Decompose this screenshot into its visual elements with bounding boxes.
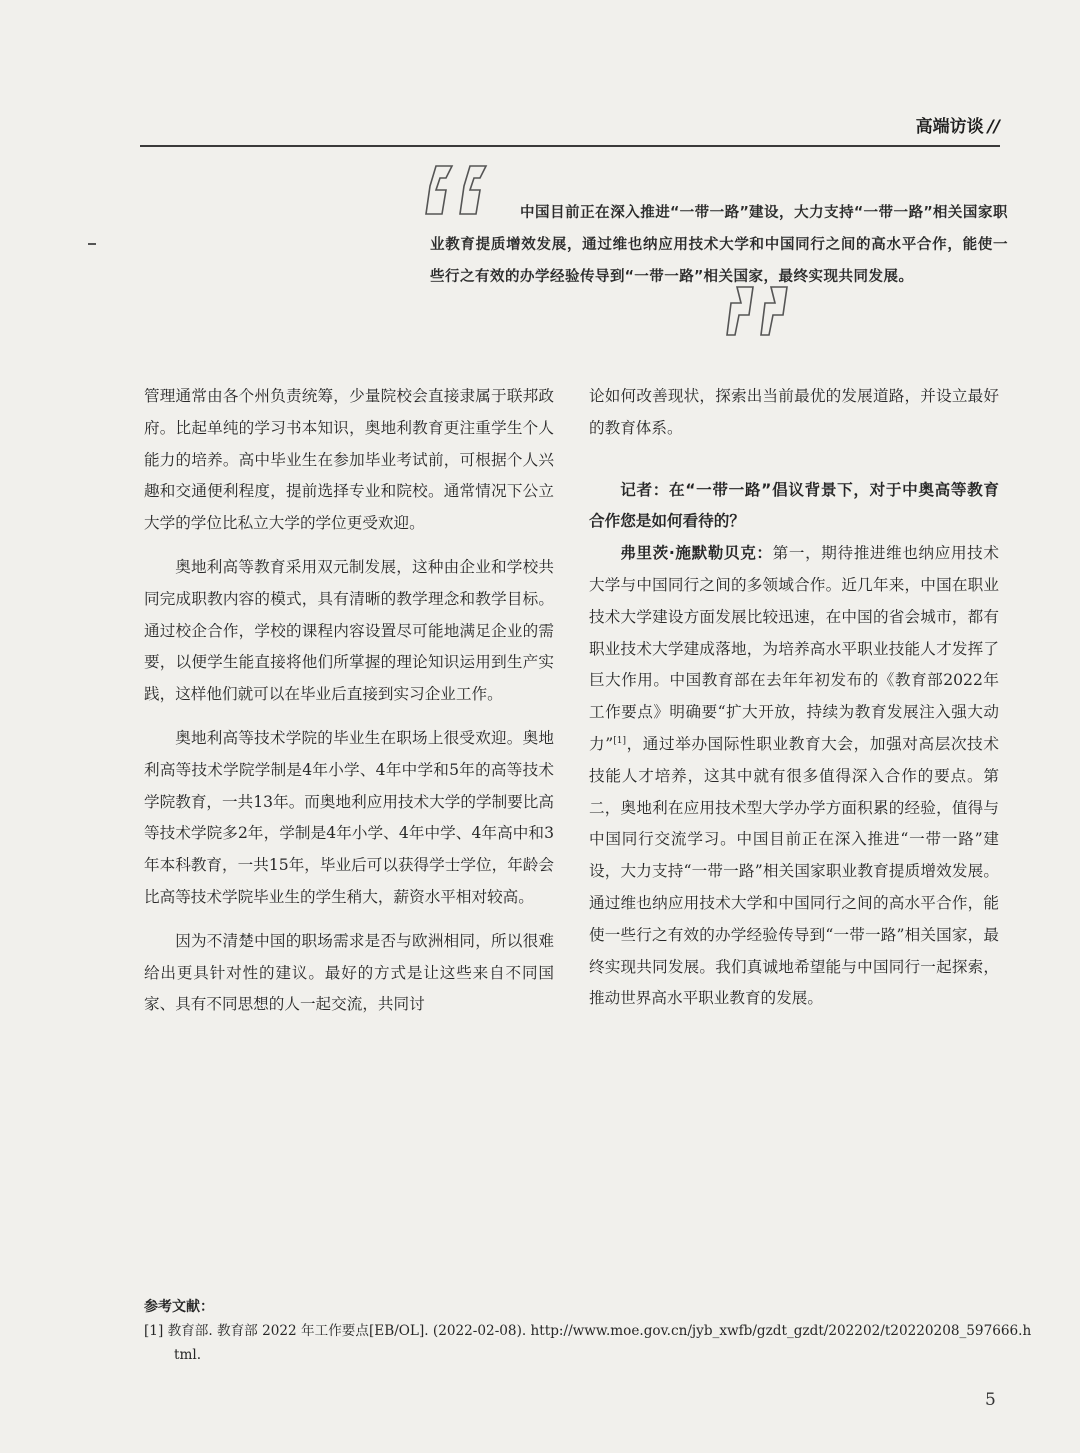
page-number: 5 — [985, 1390, 996, 1410]
section-label — [880, 112, 1000, 137]
header-rule — [140, 145, 1000, 147]
citation-mark: [1] — [613, 735, 626, 746]
section-slashes: // — [987, 117, 1000, 137]
right-column — [589, 381, 999, 1015]
references-title: 参考文献： — [144, 1299, 214, 1315]
reference-item: [1] 教育部. 教育部 2022 年工作要点[EB/OL]. (2022-02-08). http://www.moe.gov.cn/jyb_xwfb/gzdt_gzdt/202202/t20220208_597666.html. — [144, 1323, 1032, 1363]
section-label-text: 高端访谈 — [915, 117, 984, 137]
left-column — [144, 381, 554, 1021]
left-paragraph-3: 奥地利高等技术学院的毕业生在职场上很受欢迎。奥地利高等技术学院学制是4年小学、4年中学和5年的高等技术学院教育，一共13年。而奥地利应用技术大学的学制要比高等技术学院多2年，学制是4年小学、4年中学、4年高中和3年本科教育，一共15年，毕业后可以获得学士学位，年龄会比高等技术学院毕业生的学生稍大，薪资水平相对较高。 — [144, 728, 554, 906]
right-paragraph-1: 论如何改善现状，探索出当前最优的发展道路，并设立最好的教育体系。 — [589, 387, 999, 437]
pull-quote-text: 中国目前正在深入推进“一带一路”建设，大力支持“一带一路”相关国家职业教育提质增效发展，通过维也纳应用技术大学和中国同行之间的高水平合作，能使一些行之有效的办学经验传导到“一带一路”相关国家，最终实现共同发展。 — [430, 205, 1008, 285]
answer-text-2: ，通过举办国际性职业教育大会，加强对高层次技术技能人才培养，这其中就有很多值得深入合作的要点。第二，奥地利在应用技术型大学办学方面积累的经验，值得与中国同行交流学习。中国目前正在深入推进“一带一路”建设，大力支持“一带一路”相关国家职业教育提质增效发展。通过维也纳应用技术大学和中国同行之间的高水平合作，能使一些行之有效的办学经验传导到“一带一路”相关国家，最终实现共同发展。我们真诚地希望能与中国同行一起探索，推动世界高水平职业教育的发展。 — [589, 734, 999, 1008]
interview-question: 记者：在“一带一路”倡议背景下，对于中奥高等教育合作您是如何看待的？ — [589, 480, 999, 531]
left-paragraph-1: 管理通常由各个州负责统筹，少量院校会直接隶属于联邦政府。比起单纯的学习书本知识，奥地利教育更注重学生个人能力的培养。高中毕业生在参加毕业考试前，可根据个人兴趣和交通便利程度，提前选择专业和院校。通常情况下公立大学的学位比私立大学的学位更受欢迎。 — [144, 387, 554, 533]
margin-mark — [88, 243, 96, 245]
left-paragraph-2: 奥地利高等教育采用双元制发展，这种由企业和学校共同完成职教内容的模式，具有清晰的教学理念和教学目标。通过校企合作，学校的课程内容设置尽可能地满足企业的需要，以便学生能直接将他们所掌握的理论知识运用到生产实践，这样他们就可以在毕业后直接到实习企业工作。 — [144, 557, 554, 704]
speaker-name: 弗里茨·施默勒贝克： — [620, 544, 773, 563]
close-quote-icon — [725, 281, 805, 341]
left-paragraph-4: 因为不清楚中国的职场需求是否与欧洲相同，所以很难给出更具针对性的建议。最好的方式是让这些来自不同国家、具有不同思想的人一起交流，共同讨 — [144, 931, 554, 1014]
answer-text-1: 第一，期待推进维也纳应用技术大学与中国同行之间的多领域合作。近几年来，中国在职业技术大学建设方面发展比较迅速，在中国的省会城市，都有职业技术大学建成落地，为培养高水平职业技能人才发挥了巨大作用。中国教育部在去年年初发布的《教育部2022年工作要点》明确要“扩大开放，持续为教育发展注入强大动力” — [589, 544, 999, 753]
interview-answer — [589, 538, 999, 1015]
